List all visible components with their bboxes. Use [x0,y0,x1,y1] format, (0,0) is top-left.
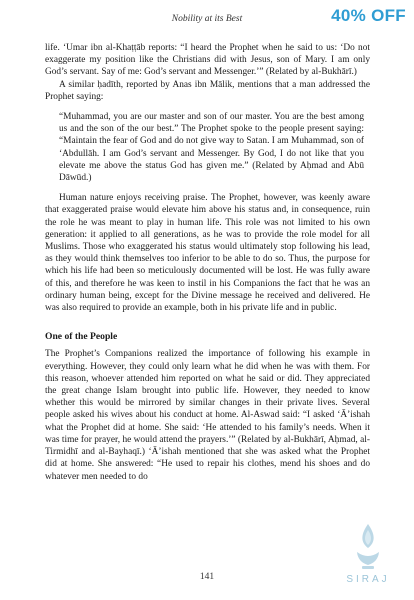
running-head: Nobility at its Best [171,14,243,24]
paragraph: A similar ḥadīth, reported by Anas ibn Mālik, mentions that a man addressed the Prophet saying: [45,79,370,102]
siraj-logo [336,522,400,592]
page-body [45,42,370,483]
section-heading: One of the People [45,331,118,343]
siraj-logo-text: SIRAJ [346,574,390,585]
page-number: 141 [199,572,215,582]
siraj-lamp-icon [336,522,400,572]
block-quote: “Muhammad, you are our master and son of our master. You are the best among us and the son of the our best.” The Prophet spoke to the people present saying: “Maintain the fear of God and do not give way to Satan. I am Muhammad, son of ‘Abdullāh. I am God’s servant and Messenger. By God, I do not like that you elevate me above the status God has given me.” (Related by Aḥmad and Abū Dāwūd.) [59,112,364,184]
discount-badge[interactable]: 40% OFF [331,6,406,25]
paragraph: life. ‘Umar ibn al-Khaṭṭāb reports: “I heard the Prophet when he said to us: ‘Do not exaggerate my position like the Christians did with Jesus, son of Mary. I am only God’s servant. Say of me: God’s servant and Messenger.’” (Related by al-Bukhārī.) [45,43,370,78]
paragraph: Human nature enjoys receiving praise. The Prophet, however, was keenly aware that exaggerated praise would elevate him above his status and, in consequence, ruin the role he was meant to play in human life. This role was not limited to his own generation: it applied to all generations, as he was to provide the role model for all Muslims. Those who exaggerated his status would ultimately stop following his lead, as they would think themselves too inferior to be able to do so. Thus, the purpose for which his life had been so meticulously documented will be lost. He was fully aware of this, and therefore he was keen to instil in his Companions the fact that he was an ordinary human being, except for the Divine message he received and delivered. He was also required to provide an example, both in his private life and in public. [45,193,370,314]
paragraph: The Prophet’s Companions realized the importance of following his example in everything. However, they could only learn what he did when he was with them. For this reason, whoever attended him reported on what he said or did. They appreciated the great change Islam brought into public life. However, they needed to know whether this would be mirrored by similar changes in their private lives. Several people asked his wives about his conduct at home. Al-Aswad said: “I asked ‘Ā’ishah what the Prophet did at home. She said: ‘He attended to his family’s needs. When it was time for prayer, he would attend the prayers.’” (Related by al-Bukhārī, Aḥmad, al-Tirmidhī and al-Bayhaqī.) ‘Ā’ishah mentioned that she was asked what the Prophet did at home. She answered: “He used to repair his clothes, mend his shoes and do whatever men needed to do [45,349,370,482]
